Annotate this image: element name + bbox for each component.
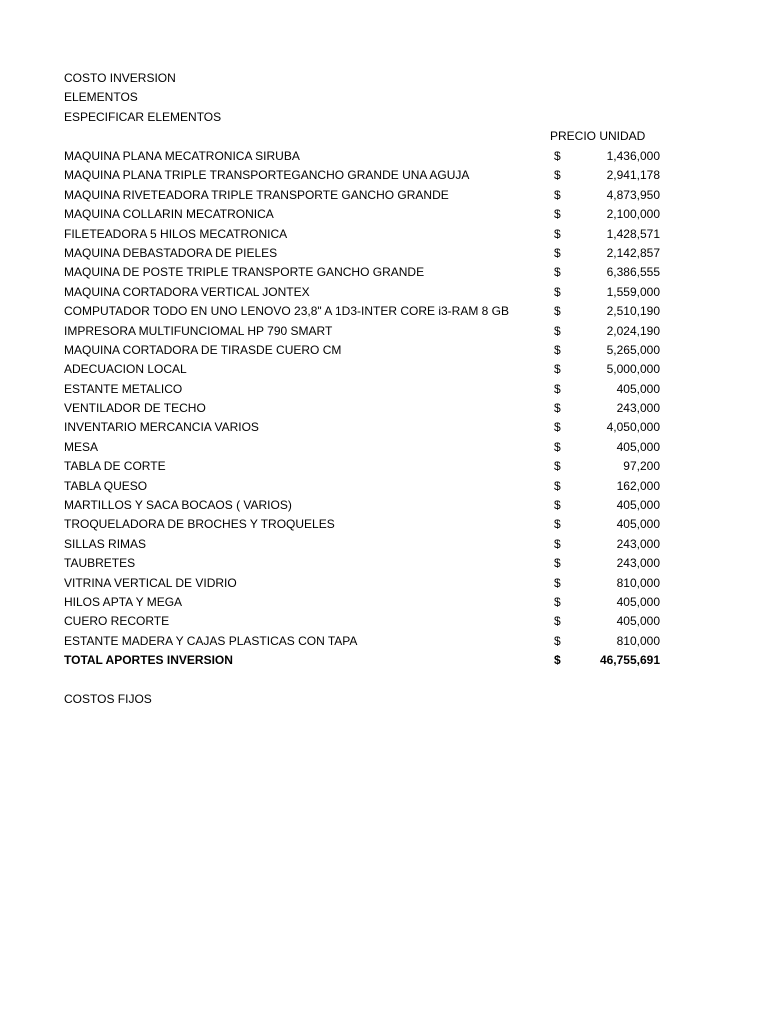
table-row xyxy=(0,263,768,282)
currency-symbol: $ xyxy=(554,304,561,319)
table-row xyxy=(0,515,768,534)
currency-symbol: $ xyxy=(554,323,561,338)
item-description: MAQUINA CORTADORA VERTICAL JONTEX xyxy=(64,284,310,299)
currency-symbol: $ xyxy=(554,575,561,590)
currency-symbol: $ xyxy=(554,459,561,474)
table-row xyxy=(0,205,768,224)
currency-symbol: $ xyxy=(554,187,561,202)
item-price: 2,024,190 xyxy=(606,323,660,338)
subsection-label: ESPECIFICAR ELEMENTOS xyxy=(64,109,222,124)
table-row xyxy=(0,477,768,496)
price-column-header: PRECIO UNIDAD xyxy=(550,129,646,143)
currency-symbol: $ xyxy=(554,439,561,454)
section-label: ELEMENTOS xyxy=(64,90,138,105)
table-row xyxy=(0,438,768,457)
currency-symbol: $ xyxy=(554,265,561,280)
item-price: 2,100,000 xyxy=(606,207,660,222)
item-price: 405,000 xyxy=(616,439,660,454)
item-price: 4,050,000 xyxy=(606,420,660,435)
item-description: TAUBRETES xyxy=(64,556,136,571)
table-row xyxy=(0,341,768,360)
item-price: 243,000 xyxy=(616,556,660,571)
item-description: INVENTARIO MERCANCIA VARIOS xyxy=(64,420,259,435)
item-price: 405,000 xyxy=(616,517,660,532)
item-price: 243,000 xyxy=(616,401,660,416)
currency-symbol: $ xyxy=(554,633,561,648)
item-description: MAQUINA PLANA MECATRONICA SIRUBA xyxy=(64,149,300,163)
item-price: 1,436,000 xyxy=(606,149,660,163)
item-description: MESA xyxy=(64,439,99,454)
table-row xyxy=(0,457,768,476)
item-description: TABLA QUESO xyxy=(64,478,148,493)
item-description: TROQUELADORA DE BROCHES Y TROQUELES xyxy=(64,517,335,532)
header-block xyxy=(64,69,222,124)
item-description: FILETEADORA 5 HILOS MECATRONICA xyxy=(64,226,288,241)
table-row xyxy=(0,574,768,593)
item-price: 405,000 xyxy=(616,594,660,609)
item-description: MAQUINA RIVETEADORA TRIPLE TRANSPORTE GANCHO GRANDE xyxy=(64,187,449,202)
item-price: 5,265,000 xyxy=(606,342,660,357)
total-row xyxy=(0,651,768,670)
table-row xyxy=(0,554,768,573)
item-price: 4,873,950 xyxy=(606,187,660,202)
table-row xyxy=(0,166,768,185)
table-row xyxy=(0,360,768,379)
item-price: 405,000 xyxy=(616,614,660,629)
table-row xyxy=(0,225,768,244)
item-description: MAQUINA COLLARIN MECATRONICA xyxy=(64,207,274,222)
item-price: 243,000 xyxy=(616,536,660,551)
table-row xyxy=(0,399,768,418)
currency-symbol: $ xyxy=(554,420,561,435)
item-description: MARTILLOS Y SACA BOCAOS ( VARIOS) xyxy=(64,498,292,513)
currency-symbol: $ xyxy=(554,149,561,163)
item-price: 162,000 xyxy=(616,478,660,493)
item-description: COMPUTADOR TODO EN UNO LENOVO 23,8" A 1D3-INTER CORE i3-RAM 8 GB xyxy=(64,304,510,319)
table-row xyxy=(0,147,768,166)
currency-symbol: $ xyxy=(554,556,561,571)
item-price: 97,200 xyxy=(623,459,660,474)
item-price: 2,142,857 xyxy=(606,245,660,260)
item-description: TABLA DE CORTE xyxy=(64,459,166,474)
table-row xyxy=(0,593,768,612)
item-description: SILLAS RIMAS xyxy=(64,536,147,551)
table-row xyxy=(0,632,768,651)
item-price: 6,386,555 xyxy=(606,265,660,280)
total-label: TOTAL APORTES INVERSION xyxy=(64,653,233,668)
currency-symbol: $ xyxy=(554,478,561,493)
table-row xyxy=(0,302,768,321)
item-price: 1,428,571 xyxy=(606,226,660,241)
currency-symbol: $ xyxy=(554,536,561,551)
footer-label: COSTOS FIJOS xyxy=(64,692,152,706)
item-description: ADECUACION LOCAL xyxy=(64,362,187,377)
table-row xyxy=(0,380,768,399)
currency-symbol: $ xyxy=(554,226,561,241)
currency-symbol: $ xyxy=(554,284,561,299)
item-description: CUERO RECORTE xyxy=(64,614,170,629)
table-row xyxy=(0,186,768,205)
total-price: 46,755,691 xyxy=(599,653,660,668)
item-description: MAQUINA CORTADORA DE TIRASDE CUERO CM xyxy=(64,342,342,357)
item-description: IMPRESORA MULTIFUNCIOMAL HP 790 SMART xyxy=(64,323,333,338)
table-row xyxy=(0,612,768,631)
item-price: 2,941,178 xyxy=(606,168,660,183)
currency-symbol: $ xyxy=(554,362,561,377)
currency-symbol: $ xyxy=(554,342,561,357)
currency-symbol: $ xyxy=(554,401,561,416)
doc-title: COSTO INVERSION xyxy=(64,71,176,85)
item-description: VITRINA VERTICAL DE VIDRIO xyxy=(64,575,237,590)
item-description: ESTANTE METALICO xyxy=(64,381,183,396)
currency-symbol: $ xyxy=(554,614,561,629)
table-row xyxy=(0,283,768,302)
item-price: 810,000 xyxy=(616,575,660,590)
table-row xyxy=(0,496,768,515)
currency-symbol: $ xyxy=(554,245,561,260)
items-table xyxy=(0,147,768,671)
table-row xyxy=(0,244,768,263)
item-price: 405,000 xyxy=(616,498,660,513)
currency-symbol: $ xyxy=(554,168,561,183)
currency-symbol: $ xyxy=(554,207,561,222)
currency-symbol: $ xyxy=(554,594,561,609)
table-row xyxy=(0,535,768,554)
item-price: 1,559,000 xyxy=(606,284,660,299)
table-row xyxy=(0,418,768,437)
item-description: MAQUINA PLANA TRIPLE TRANSPORTEGANCHO GRANDE UNA AGUJA xyxy=(64,168,470,183)
item-price: 2,510,190 xyxy=(606,304,660,319)
currency-symbol: $ xyxy=(554,381,561,396)
currency-symbol: $ xyxy=(554,498,561,513)
total-currency-symbol: $ xyxy=(554,653,561,668)
item-description: ESTANTE MADERA Y CAJAS PLASTICAS CON TAPA xyxy=(64,633,358,648)
item-price: 5,000,000 xyxy=(606,362,660,377)
item-description: MAQUINA DEBASTADORA DE PIELES xyxy=(64,245,278,260)
item-description: MAQUINA DE POSTE TRIPLE TRANSPORTE GANCHO GRANDE xyxy=(64,265,425,280)
item-price: 810,000 xyxy=(616,633,660,648)
item-price: 405,000 xyxy=(616,381,660,396)
currency-symbol: $ xyxy=(554,517,561,532)
table-row xyxy=(0,322,768,341)
item-description: HILOS APTA Y MEGA xyxy=(64,594,183,609)
item-description: VENTILADOR DE TECHO xyxy=(64,401,206,416)
